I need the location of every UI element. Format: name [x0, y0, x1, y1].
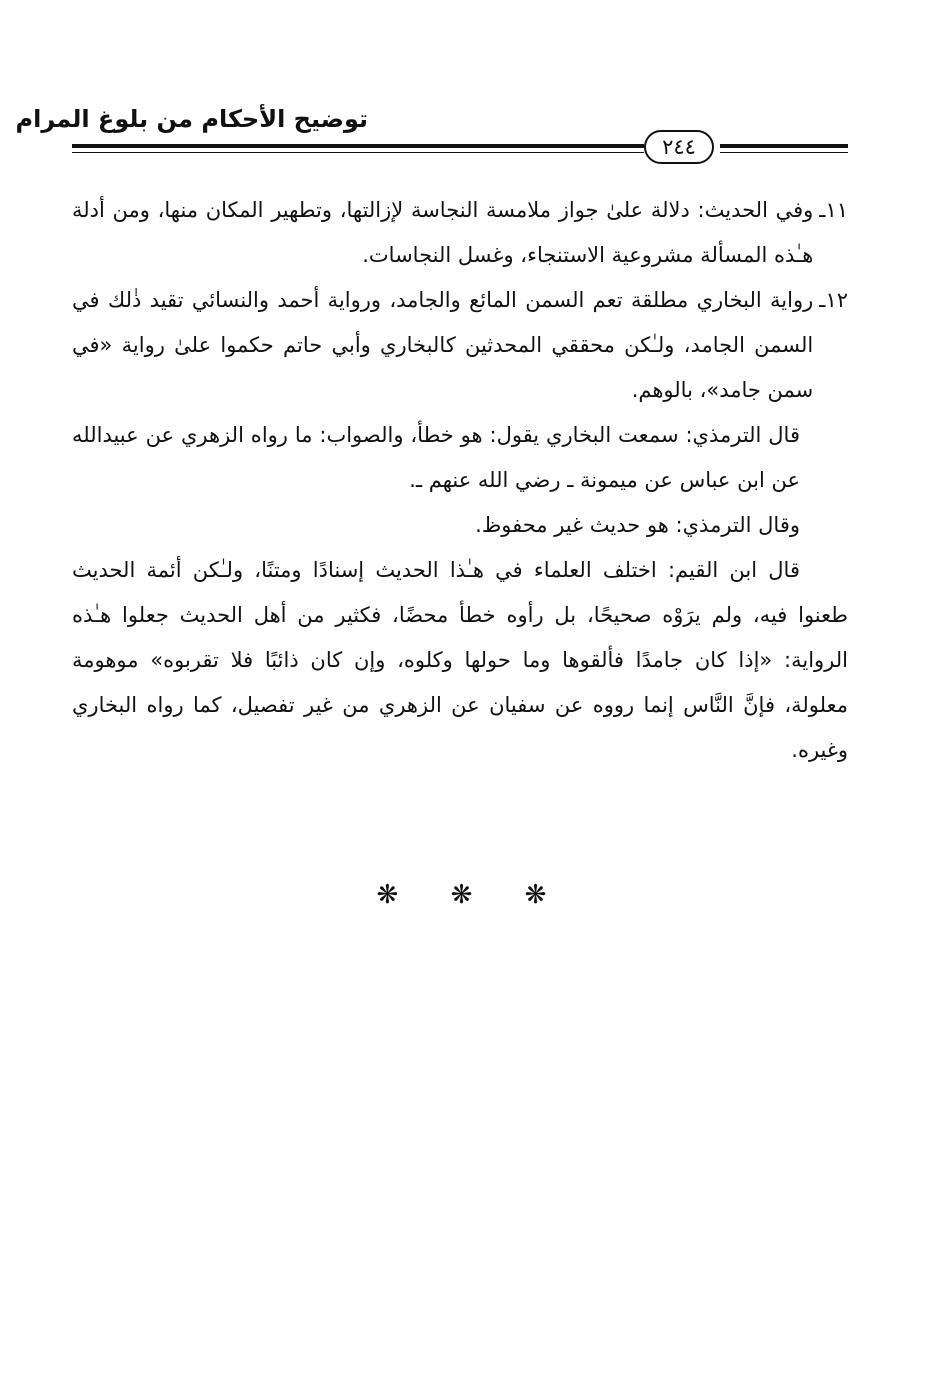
- tirmidhi-quote-paragraph: [72, 413, 800, 503]
- tirmidhi-verdict-text: وقال الترمذي: هو حديث غير محفوظ.: [475, 513, 800, 537]
- item-text: رواية البخاري مطلقة تعم السمن المائع والجامد، ورواية أحمد والنسائي تقيد ذٰلك في السمن الجامد، ولـٰكن محققي المحدثين كالبخاري وأبي حاتم حكموا علىٰ رواية «في سمن جامد»، بالوهم.: [72, 288, 814, 402]
- page-header: [15, 104, 848, 164]
- item-text: وفي الحديث: دلالة علىٰ جواز ملامسة النجاسة لإزالتها، وتطهير المكان منها، ومن أدلة هـٰذه المسألة مشروعية الاستنجاء، وغسل النجاسات.: [72, 198, 814, 267]
- section-separator: ❋ ❋ ❋: [376, 880, 569, 910]
- header-rule-left-thick: [72, 144, 644, 148]
- header-rule-right-thick: [720, 144, 848, 148]
- header-rule-left-thin: [72, 152, 644, 153]
- header-rule-right-thin: [720, 152, 848, 153]
- book-title: توضيح الأحكام من بلوغ المرام: [15, 105, 368, 133]
- page-body: [72, 188, 848, 773]
- item-number: ١١ـ: [819, 198, 848, 222]
- page-number: ٢٤٤: [644, 130, 714, 164]
- ibn-qayyim-paragraph: قال ابن القيم: اختلف العلماء في هـٰذا الحديث إسنادًا ومتنًا، ولـٰكن أئمة الحديث طعنوا فيه، ولم يرَوْه صحيحًا، بل رأوه خطأ محضًا، فكثير من أهل الحديث جعلوا هـٰذه الرواية: «إذا كان جامدًا فألقوها وما حولها وكلوه، وإن كان ذائبًا فلا تقربوه» موهومة معلولة، فإنَّ النَّاس إنما رووه عن سفيان عن الزهري من غير تفصيل، كما رواه البخاري وغيره.: [72, 558, 848, 762]
- tirmidhi-quote-text: قال الترمذي: سمعت البخاري يقول: هو خطأ، والصواب: ما رواه الزهري عن عبيدالله عن ابن عباس عن ميمونة ـ رضي الله عنهم ـ.: [72, 423, 800, 492]
- tirmidhi-verdict-paragraph: [72, 503, 800, 548]
- item-number: ١٢ـ: [819, 288, 848, 312]
- list-item-11: [72, 188, 848, 278]
- list-item-12: [72, 278, 848, 413]
